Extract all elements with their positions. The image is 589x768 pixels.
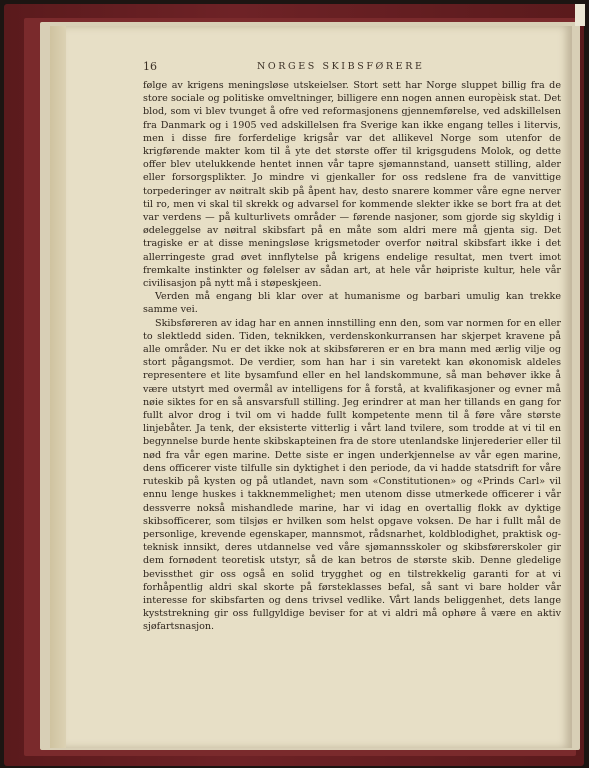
corner-tab [575, 4, 585, 26]
running-head: NORGES SKIBSFØRERE [257, 61, 425, 72]
page-number: 16 [143, 60, 157, 73]
page-header [143, 60, 561, 76]
paragraph: Skibsføreren av idag har en annen innstilling enn den, som var normen for en eller to slektledd siden. Tiden, teknikken, verdenskonkurransen har skjerpet kravene på alle områder. Nu er det ikke nok at skibsføreren er en bra mann med ærlig vilje og stort pågangsmot. De verdier, som han har i sin varetekt kan økonomisk aldeles representere et lite bysamfund eller en hel landskommune, så man behøver ikke å være utstyrt med overmål av intelligens for å forstå, at kvalifikasjoner og evner må nøie siktes for en så ansvarsfull stilling. Jeg erindrer at man her tillands en gang for fullt alvor drog i tvil om vi hadde fullt kompetente menn til å føre våre største linjebåter. Ja tenk, der eksisterte vitterlig i vårt land tvilere, som trodde at vi til en begynnelse burde hente skibskapteinen fra de store utenlandske linjerederier eller til nød fra vår egen marine. Dette siste er ingen underkjennelse av vår egen marine, dens officerer viste tilfulle sin dyktighet i den periode, da vi hadde statsdrift for våre ruteskib på kysten og på utlandet, navn som «Constitutionen» og «Prinds Carl» vil ennu lenge huskes i takknemmelighet; men utenom disse utmerkede officerer i vår dessverre nokså mishandlede marine, har vi idag en overtallig flokk av dyktige skibsofficerer, som tilsjøs er hvilken som helst opgave voksen. De har i fullt mål de personlige, krevende egenskaper, mannsmot, rådsnarhet, koldblodighet, praktisk og-teknisk innsikt, deres utdannelse ved våre sjømannsskoler og skibsførerskoler gir dem fornødent teoretisk utstyr, så de kan betros de største skib. Denne gledelige bevissthet gir oss også en solid trygghet og en tilstrekkelig garanti for at vi forhåpentlig aldri skal skorte på førsteklasses befal, så sant vi bare holder vår interesse for skibsfarten og dens trivsel vedlike. Vårt lands beliggenhet, dets lange kyststrekning gir oss fullgyldige beviser for at vi aldri må ophøre å være en aktiv sjøfartsnasjon. [143, 317, 561, 633]
body-text [143, 79, 561, 634]
paragraph: følge av krigens meningsløse utskeielser. Stort sett har Norge sluppet billig fra de store sociale og politiske omveltninger, billigere enn nogen annen europèisk stat. Det blod, som vi blev tvunget å ofre ved reformasjonens gjennemførelse, ved adskillelsen fra Danmark og i 1905 ved adskillelsen fra Sverige kan ikke engang telles i litervis, men i disse fire forferdelige krigsår var det allikevel Norge som utenfor de krigførende makter kom til å yte det største offer til krigsgudens Molok, og dette offer blev utelukkende hentet innen vår tapre sjømannstand, uansett stilling, alder eller forsorgsplikter. Jo mindre vi gjenkaller for oss redslene fra de vanvittige torpederinger av nøitralt skib på åpent hav, desto snarere kommer våre egne nerver til ro, men vi skal til skrekk og advarsel for kommende slekter ikke se bort fra at det var verdens — på kulturlivets områder — førende nasjoner, som gjorde sig skyldig i ødeleggelse av nøitral skibsfart på en måte som aldri mere må gjenta sig. Det tragiske er at disse meningsløse krigsmetoder overfor nøitral skibsfart ikke i det allerringeste grad øvet innflytelse på krigens endelige resultat, men tvert imot fremkalte instinkter og følelser av sådan art, at hele vår høipriste kultur, hele vår civilisasjon på nytt må i støpeskjeen. [143, 80, 561, 290]
paragraph: Verden må engang bli klar over at humanisme og barbari umulig kan trekke samme vei. [143, 291, 561, 316]
